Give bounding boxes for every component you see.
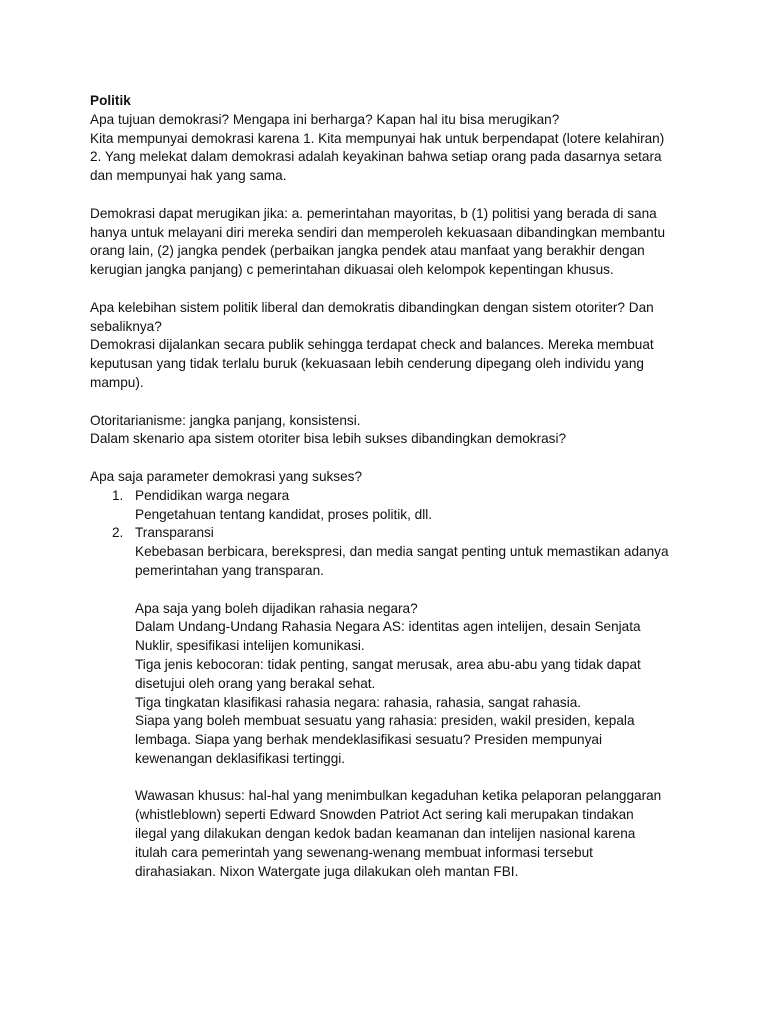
text-line: disetujui oleh orang yang berakal sehat. (135, 675, 376, 691)
paragraph-authoritarianism (90, 412, 690, 450)
document-title: Politik (90, 93, 131, 108)
text-line: lembaga. Siapa yang berhak mendeklasifikasi sesuatu? Presiden mempunyai (135, 732, 602, 748)
spacer (90, 449, 690, 468)
list-number: 1. (112, 487, 124, 503)
text-line: Demokrasi dapat merugikan jika: a. pemerintahan mayoritas, b (1) politisi yang berada di sana (90, 205, 657, 221)
parameter-list (90, 487, 690, 581)
list-item-detail: Pengetahuan tentang kandidat, proses politik, dll. (135, 506, 433, 522)
list-item-detail: pemerintahan yang transparan. (135, 562, 324, 578)
spacer (90, 581, 690, 600)
text-line: Tiga jenis kebocoran: tidak penting, sangat merusak, area abu-abu yang tidak dapat (135, 656, 641, 672)
text-line: Apa kelebihan sistem politik liberal dan demokratis dibandingkan dengan sistem otoriter? Dan (90, 299, 654, 315)
document-page (90, 92, 690, 881)
text-line: dirahasiakan. Nixon Watergate juga dilakukan oleh mantan FBI. (135, 863, 519, 879)
text-line: orang lain, (2) jangka pendek (perbaikan jangka pendek atau manfaat yang berakhir dengan (90, 243, 645, 259)
text-line: Apa tujuan demokrasi? Mengapa ini berharga? Kapan hal itu bisa merugikan? (90, 111, 560, 127)
text-line: Wawasan khusus: hal-hal yang menimbulkan kegaduhan ketika pelaporan pelanggaran (135, 788, 662, 804)
list-intro: Apa saja parameter demokrasi yang sukses? (90, 468, 363, 484)
text-line: Apa saja yang boleh dijadikan rahasia negara? (135, 600, 418, 616)
list-item (90, 524, 690, 580)
text-line: ilegal yang dilakukan dengan kedok badan keamanan dan intelijen nasional karena (135, 826, 636, 842)
spacer (90, 280, 690, 299)
list-item-detail: Kebebasan berbicara, berekspresi, dan media sangat penting untuk memastikan adanya (135, 544, 669, 560)
text-line: keputusan yang tidak terlalu buruk (kekuasaan lebih cenderung dipegang oleh individu yang (90, 356, 644, 372)
list-item (90, 487, 690, 525)
text-line: sebaliknya? (90, 318, 162, 334)
text-line: Nuklir, spesifikasi intelijen komunikasi. (135, 638, 365, 654)
text-line: Dalam skenario apa sistem otoriter bisa lebih sukses dibandingkan demokrasi? (90, 431, 567, 447)
text-line: 2. Yang melekat dalam demokrasi adalah keyakinan bahwa setiap orang pada dasarnya setara (90, 149, 662, 165)
text-line: (whistleblown) seperti Edward Snowden Patriot Act sering kali merupakan tindakan (135, 807, 634, 823)
paragraph-harms (90, 205, 690, 280)
list-item-label: Transparansi (135, 525, 214, 541)
text-line: Demokrasi dijalankan secara publik sehingga terdapat check and balances. Mereka membuat (90, 337, 654, 353)
text-line: Tiga tingkatan klasifikasi rahasia negara: rahasia, rahasia, sangat rahasia. (135, 694, 582, 710)
text-line: Otoritarianisme: jangka panjang, konsistensi. (90, 412, 361, 428)
text-line: Dalam Undang-Undang Rahasia Negara AS: identitas agen intelijen, desain Senjata (135, 619, 641, 635)
list-number: 2. (112, 525, 124, 541)
text-line: Kita mempunyai demokrasi karena 1. Kita mempunyai hak untuk berpendapat (lotere kelahiran) (90, 130, 665, 146)
paragraph-purpose (90, 111, 690, 186)
paragraph-special-insight (90, 787, 690, 881)
text-line: mampu). (90, 374, 144, 390)
text-line: Siapa yang boleh membuat sesuatu yang rahasia: presiden, wakil presiden, kepala (135, 713, 635, 729)
spacer (90, 186, 690, 205)
paragraph-comparison (90, 299, 690, 393)
text-line: itulah cara pemerintah yang sewenang-wenang membuat informasi tersebut (135, 844, 593, 860)
text-line: hanya untuk melayani diri mereka sendiri dan memperoleh kekuasaan dibandingkan membantu (90, 224, 666, 240)
spacer (90, 769, 690, 788)
paragraph-state-secrets (90, 600, 690, 769)
text-line: kerugian jangka panjang) c pemerintahan dikuasai oleh kelompok kepentingan khusus. (90, 262, 614, 278)
text-line: dan mempunyai hak yang sama. (90, 168, 287, 184)
list-item-label: Pendidikan warga negara (135, 487, 290, 503)
spacer (90, 393, 690, 412)
text-line: kewenangan deklasifikasi tertinggi. (135, 750, 346, 766)
